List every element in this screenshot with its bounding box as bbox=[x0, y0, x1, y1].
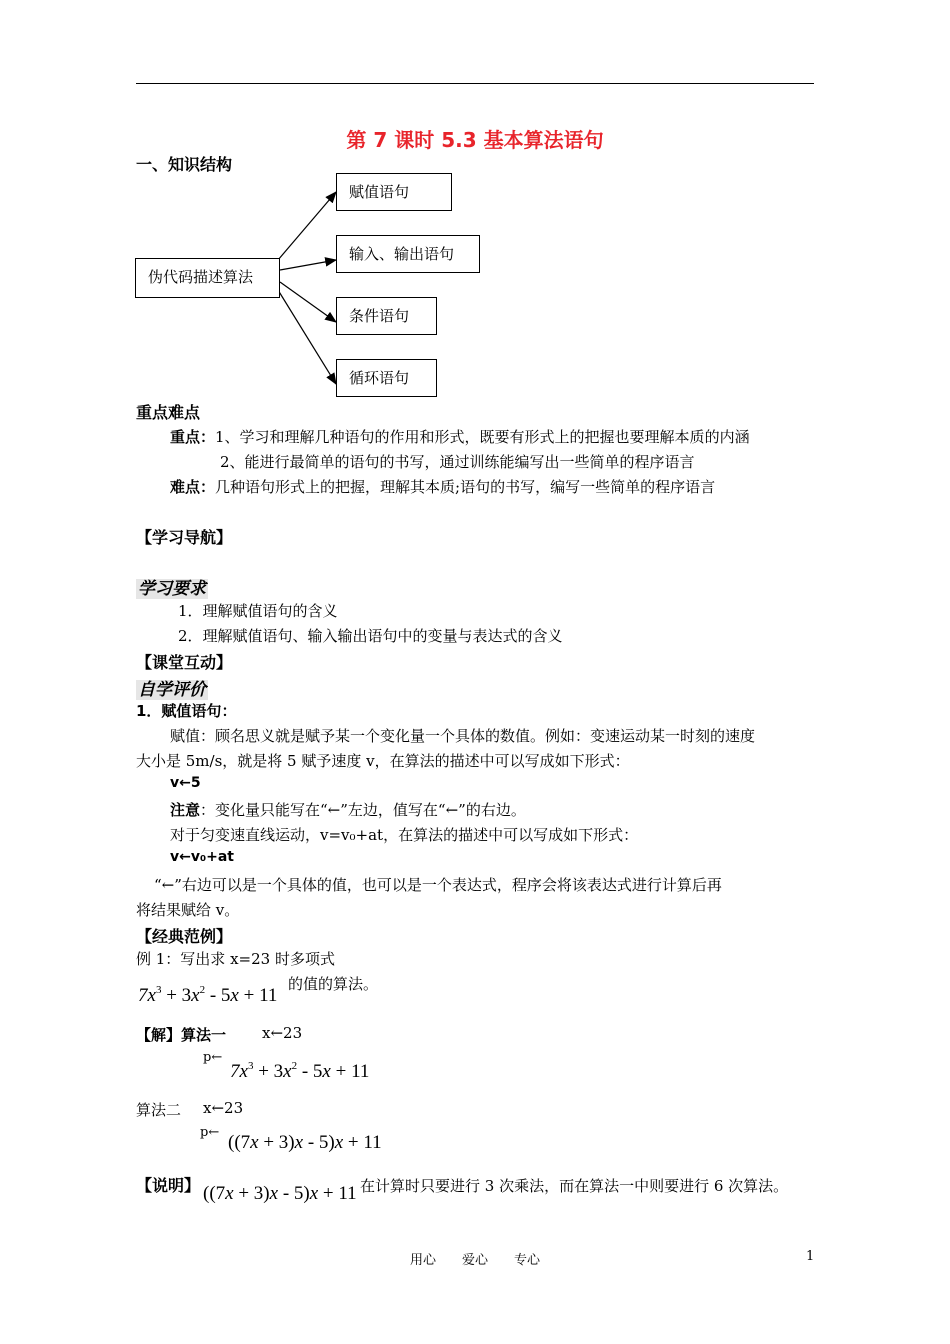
example-intro: 例 1：写出求 x=23 时多项式 bbox=[136, 950, 335, 968]
assign-heading: 1．赋值语句： bbox=[136, 702, 237, 720]
self-eval-heading: 自学评价 bbox=[138, 680, 206, 700]
assign-para-1: 赋值：顾名思义就是赋予某一个变化量一个具体的数值。例如：变速运动某一时刻的速度 bbox=[170, 727, 756, 745]
polynomial-formula: $7x^3 + 3x^2 - 5x + 11$ bbox=[138, 984, 278, 1006]
structure-diagram-connectors bbox=[0, 0, 950, 420]
assign-para-4: “←”右边可以是一个具体的值，也可以是一个表达式，程序会将该表达式进行计算后再 bbox=[154, 876, 722, 894]
alg2-formula: ((7x + 3)x - 5)x + 11 bbox=[228, 1132, 382, 1153]
assign-para-3: 对于匀变速直线运动，v=v₀+at，在算法的描述中可以写成如下形式： bbox=[170, 826, 639, 844]
assign-para-5: 将结果赋给 v。 bbox=[136, 901, 240, 919]
alg2-label: 算法二 bbox=[136, 1101, 182, 1119]
section-heading: 一、知识结构 bbox=[136, 155, 233, 174]
requirement-2: 2．理解赋值语句、输入输出语句中的变量与表达式的含义 bbox=[178, 627, 563, 645]
assign-para-2: 大小是 5m/s，就是将 5 赋予速度 v，在算法的描述中可以写成如下形式： bbox=[136, 752, 630, 770]
example-heading: 【经典范例】 bbox=[136, 927, 233, 946]
diagram-root-box: 伪代码描述算法 bbox=[135, 258, 280, 298]
note-formula: ((7x + 3)x - 5)x + 11 bbox=[203, 1183, 357, 1204]
arrow-to-loop bbox=[278, 290, 336, 384]
diagram-branch-io: 输入、输出语句 bbox=[336, 235, 480, 273]
focus-label: 重点： bbox=[170, 428, 216, 446]
requirement-1: 1．理解赋值语句的含义 bbox=[178, 602, 338, 620]
alg1-step-p: p← bbox=[203, 1050, 223, 1065]
arrow-to-cond bbox=[280, 282, 336, 322]
focus-line-1 bbox=[170, 426, 750, 447]
difficulty-text: 几种语句形式上的把握，理解其本质;语句的书写，编写一些简单的程序语言 bbox=[215, 478, 716, 496]
footer-motto: 用心 爱心 专心 bbox=[409, 1253, 540, 1268]
class-heading: 【课堂互动】 bbox=[136, 653, 233, 672]
alg1-step-x: x←23 bbox=[262, 1024, 303, 1042]
requirements-heading: 学习要求 bbox=[138, 579, 206, 599]
alg1-formula: $7x^3 + 3x^2 - 5x + 11$ bbox=[230, 1060, 370, 1082]
alg2-step-x: x←23 bbox=[203, 1099, 244, 1117]
diagram-branch-assign: 赋值语句 bbox=[336, 173, 452, 211]
note-heading: 【说明】 bbox=[136, 1176, 201, 1195]
diagram-branch-loop: 循环语句 bbox=[336, 359, 437, 397]
arrow-to-io bbox=[280, 260, 336, 270]
note-label: 注意 bbox=[170, 801, 201, 819]
arrow-to-assign bbox=[278, 192, 336, 260]
note-text: ：变化量只能写在“←”左边，值写在“←”的右边。 bbox=[200, 801, 526, 819]
diagram-branch-condition: 条件语句 bbox=[336, 297, 437, 335]
difficulty-line bbox=[170, 476, 715, 497]
code-v-assign-5: v←5 bbox=[170, 775, 201, 791]
page-title: 第 7 课时 5.3 基本算法语句 bbox=[346, 128, 604, 152]
page-number: 1 bbox=[806, 1249, 815, 1264]
note-text: 在计算时只要进行 3 次乘法，而在算法一中则要进行 6 次算法。 bbox=[360, 1177, 789, 1195]
keypoints-heading: 重点难点 bbox=[136, 403, 201, 422]
focus-text-2: 2、能进行最简单的语句的书写，通过训练能编写出一些简单的程序语言 bbox=[220, 453, 695, 471]
example-tail: 的值的算法。 bbox=[288, 975, 379, 993]
focus-text-1: 1、学习和理解几种语句的作用和形式，既要有形式上的把握也要理解本质的内涵 bbox=[215, 428, 750, 446]
code-v-assign-expr: v←v₀+at bbox=[170, 849, 234, 865]
solution-label: 【解】算法一 bbox=[136, 1026, 227, 1044]
nav-heading: 【学习导航】 bbox=[136, 528, 233, 547]
alg2-step-p: p← bbox=[200, 1125, 220, 1140]
note-line bbox=[170, 799, 526, 820]
difficulty-label: 难点： bbox=[170, 478, 216, 496]
